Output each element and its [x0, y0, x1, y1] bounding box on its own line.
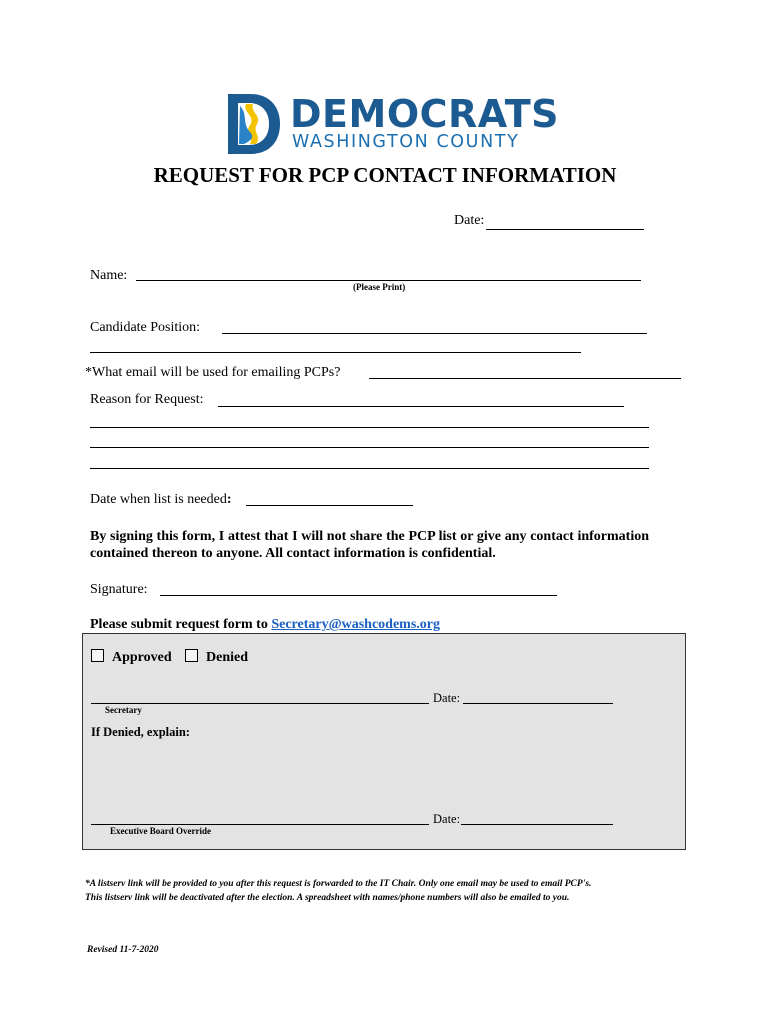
- secretary-signature-field[interactable]: [91, 703, 429, 704]
- logo-title: DEMOCRATS: [290, 92, 560, 136]
- override-label: Executive Board Override: [110, 826, 211, 836]
- denied-checkbox[interactable]: [185, 649, 198, 662]
- name-field[interactable]: [136, 280, 641, 281]
- candidate-position-field-line2[interactable]: [90, 352, 581, 353]
- listserv-note-1: *A listserv link will be provided to you after this request is forwarded to the IT Chair. Only one email may be used to email PCP's.: [85, 879, 592, 889]
- reason-field-line3[interactable]: [90, 447, 649, 448]
- listserv-note-2: This listserv link will be deactivated after the election. A spreadsheet with names/phone numbers will also be emailed to you.: [85, 893, 570, 903]
- date-needed-field[interactable]: [246, 505, 413, 506]
- override-date-field[interactable]: [461, 824, 613, 825]
- secretary-date-label: Date:: [433, 691, 461, 705]
- secretary-email-link[interactable]: Secretary@washcodems.org: [271, 617, 440, 632]
- if-denied-label: If Denied, explain:: [91, 725, 190, 739]
- approved-checkbox[interactable]: [91, 649, 104, 662]
- candidate-position-field[interactable]: [222, 333, 647, 334]
- secretary-date-field[interactable]: [463, 703, 613, 704]
- secretary-label: Secretary: [105, 705, 142, 715]
- revised-date: Revised 11-7-2020: [87, 945, 159, 955]
- date-needed-label: Date when list is needed:: [90, 492, 232, 507]
- denied-option[interactable]: Denied: [185, 649, 248, 666]
- submit-instructions: Please submit request form to Secretary@washcodems.org: [90, 617, 440, 632]
- please-print-hint: (Please Print): [353, 282, 406, 292]
- override-date-label: Date:: [433, 812, 461, 826]
- email-field[interactable]: [369, 378, 681, 379]
- reason-label: Reason for Request:: [90, 392, 204, 407]
- logo: [226, 92, 560, 160]
- reason-field-line2[interactable]: [90, 427, 649, 428]
- logo-subtitle: WASHINGTON COUNTY: [292, 132, 520, 152]
- signature-field[interactable]: [160, 595, 557, 596]
- reason-field-line4[interactable]: [90, 468, 649, 469]
- candidate-position-label: Candidate Position:: [90, 320, 201, 335]
- date-field[interactable]: [486, 229, 644, 230]
- signature-label: Signature:: [90, 582, 148, 597]
- date-label: Date:: [454, 213, 485, 228]
- attestation-text: By signing this form, I attest that I will not share the PCP list or give any contact information contained thereon to anyone. All contact information is confidential.: [90, 529, 649, 561]
- democrats-d-logo-icon: [226, 92, 282, 156]
- override-signature-field[interactable]: [91, 824, 429, 825]
- name-label: Name:: [90, 268, 128, 283]
- email-question-label: *What email will be used for emailing PCPs?: [85, 365, 341, 380]
- reason-field[interactable]: [218, 406, 624, 407]
- approval-box: [82, 633, 686, 850]
- page-title: REQUEST FOR PCP CONTACT INFORMATION: [153, 163, 617, 187]
- approved-option[interactable]: Approved: [91, 649, 172, 666]
